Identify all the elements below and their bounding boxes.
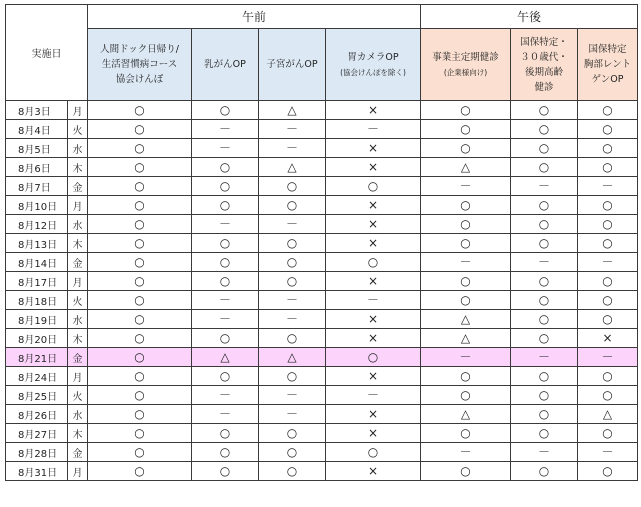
availability-cell: ○ xyxy=(88,348,192,367)
availability-cell: ○ xyxy=(88,462,192,481)
availability-cell: － xyxy=(578,443,638,462)
table-row xyxy=(6,310,638,329)
date-cell: 8月27日 xyxy=(6,424,68,443)
availability-cell: ○ xyxy=(259,443,326,462)
weekday-cell: 月 xyxy=(68,272,88,291)
availability-cell: ○ xyxy=(88,101,192,120)
schedule-table xyxy=(5,4,638,481)
weekday-cell: 水 xyxy=(68,215,88,234)
column-header-line: ゲンOP xyxy=(591,74,624,85)
availability-cell: ○ xyxy=(578,101,638,120)
availability-cell: ○ xyxy=(192,101,259,120)
date-cell: 8月31日 xyxy=(6,462,68,481)
availability-cell: ○ xyxy=(192,272,259,291)
availability-cell: － xyxy=(326,120,421,139)
weekday-cell: 金 xyxy=(68,177,88,196)
availability-cell: △ xyxy=(421,310,511,329)
table-row xyxy=(6,196,638,215)
weekday-cell: 木 xyxy=(68,158,88,177)
availability-cell: ○ xyxy=(421,196,511,215)
date-cell: 8月4日 xyxy=(6,120,68,139)
availability-cell: － xyxy=(578,348,638,367)
availability-cell: ○ xyxy=(511,424,578,443)
table-row xyxy=(6,329,638,348)
availability-cell: － xyxy=(511,253,578,272)
availability-cell: × xyxy=(326,424,421,443)
column-header-line: (企業様向け) xyxy=(443,67,488,77)
availability-cell: ○ xyxy=(511,386,578,405)
table-row xyxy=(6,158,638,177)
availability-cell: ○ xyxy=(511,158,578,177)
column-header-line: 国保特定・ xyxy=(520,36,568,48)
availability-cell: ○ xyxy=(259,424,326,443)
availability-cell: ○ xyxy=(421,462,511,481)
availability-cell: ○ xyxy=(511,196,578,215)
availability-cell: ○ xyxy=(578,120,638,139)
column-header xyxy=(88,29,192,101)
date-cell: 8月12日 xyxy=(6,215,68,234)
day-header: 実施日 xyxy=(6,5,88,101)
availability-cell: － xyxy=(421,177,511,196)
availability-cell: ○ xyxy=(511,462,578,481)
availability-cell: － xyxy=(326,291,421,310)
availability-cell: ○ xyxy=(511,405,578,424)
availability-cell: － xyxy=(259,139,326,158)
availability-cell: ○ xyxy=(578,310,638,329)
column-header-line: (協会けんぽを除く) xyxy=(340,67,406,77)
table-header xyxy=(6,5,638,101)
availability-cell: × xyxy=(326,234,421,253)
availability-cell: ○ xyxy=(421,234,511,253)
weekday-cell: 木 xyxy=(68,234,88,253)
availability-cell: × xyxy=(326,272,421,291)
availability-cell: ○ xyxy=(88,405,192,424)
availability-cell: ○ xyxy=(259,367,326,386)
column-header-line: 乳がんOP xyxy=(204,59,246,70)
date-cell: 8月21日 xyxy=(6,348,68,367)
weekday-cell: 月 xyxy=(68,367,88,386)
availability-cell: ○ xyxy=(88,310,192,329)
availability-cell: △ xyxy=(578,405,638,424)
availability-cell: ○ xyxy=(192,234,259,253)
date-cell: 8月24日 xyxy=(6,367,68,386)
column-header-line: 国保特定 xyxy=(588,44,627,55)
availability-cell: － xyxy=(421,443,511,462)
availability-cell: ○ xyxy=(192,177,259,196)
column-header-line: 子宮がんOP xyxy=(266,59,318,70)
table-row xyxy=(6,291,638,310)
availability-cell: － xyxy=(192,139,259,158)
date-cell: 8月5日 xyxy=(6,139,68,158)
availability-cell: ○ xyxy=(88,215,192,234)
availability-cell: ○ xyxy=(511,101,578,120)
availability-cell: × xyxy=(326,158,421,177)
availability-cell: ○ xyxy=(88,272,192,291)
availability-cell: ○ xyxy=(88,253,192,272)
table-row xyxy=(6,177,638,196)
availability-cell: ○ xyxy=(259,196,326,215)
availability-cell: × xyxy=(326,196,421,215)
column-header xyxy=(192,29,259,101)
availability-cell: ○ xyxy=(578,234,638,253)
availability-cell: × xyxy=(326,101,421,120)
availability-cell: ○ xyxy=(511,139,578,158)
table-row xyxy=(6,386,638,405)
availability-cell: ○ xyxy=(578,196,638,215)
availability-cell: ○ xyxy=(578,158,638,177)
availability-cell: ○ xyxy=(88,367,192,386)
availability-cell: ○ xyxy=(88,424,192,443)
availability-cell: ○ xyxy=(88,386,192,405)
date-cell: 8月6日 xyxy=(6,158,68,177)
date-cell: 8月20日 xyxy=(6,329,68,348)
availability-cell: － xyxy=(192,405,259,424)
availability-cell: ○ xyxy=(326,348,421,367)
date-cell: 8月3日 xyxy=(6,101,68,120)
availability-cell: － xyxy=(259,291,326,310)
date-cell: 8月10日 xyxy=(6,196,68,215)
column-header-line: 生活習慣病コース xyxy=(101,59,178,70)
weekday-cell: 月 xyxy=(68,462,88,481)
table-row xyxy=(6,405,638,424)
weekday-cell: 火 xyxy=(68,120,88,139)
availability-cell: ○ xyxy=(511,215,578,234)
column-header-line: ３０歳代・ xyxy=(520,51,568,63)
availability-cell: － xyxy=(192,386,259,405)
availability-cell: ○ xyxy=(511,120,578,139)
availability-cell: ○ xyxy=(88,234,192,253)
table-row xyxy=(6,234,638,253)
availability-cell: － xyxy=(578,177,638,196)
weekday-cell: 金 xyxy=(68,348,88,367)
availability-cell: ○ xyxy=(259,329,326,348)
table-row xyxy=(6,120,638,139)
weekday-cell: 月 xyxy=(68,196,88,215)
availability-cell: ○ xyxy=(88,443,192,462)
date-cell: 8月19日 xyxy=(6,310,68,329)
availability-cell: ○ xyxy=(578,272,638,291)
availability-cell: ○ xyxy=(192,329,259,348)
weekday-cell: 木 xyxy=(68,329,88,348)
availability-cell: ○ xyxy=(259,177,326,196)
availability-cell: ○ xyxy=(511,272,578,291)
availability-cell: ○ xyxy=(88,177,192,196)
availability-cell: － xyxy=(259,386,326,405)
availability-cell: － xyxy=(511,348,578,367)
date-cell: 8月7日 xyxy=(6,177,68,196)
availability-cell: － xyxy=(192,291,259,310)
availability-cell: ○ xyxy=(326,253,421,272)
availability-cell: ○ xyxy=(511,234,578,253)
availability-cell: ○ xyxy=(326,177,421,196)
weekday-cell: 水 xyxy=(68,405,88,424)
availability-cell: － xyxy=(326,386,421,405)
availability-cell: △ xyxy=(421,329,511,348)
availability-cell: △ xyxy=(259,348,326,367)
table-row xyxy=(6,253,638,272)
availability-cell: ○ xyxy=(511,291,578,310)
column-header-line: 人間ドック日帰り/ xyxy=(100,44,179,55)
weekday-cell: 水 xyxy=(68,310,88,329)
column-header xyxy=(259,29,326,101)
table-row xyxy=(6,139,638,158)
availability-cell: ○ xyxy=(259,253,326,272)
availability-cell: ○ xyxy=(88,139,192,158)
weekday-cell: 水 xyxy=(68,139,88,158)
availability-cell: ○ xyxy=(88,120,192,139)
weekday-cell: 金 xyxy=(68,443,88,462)
weekday-cell: 火 xyxy=(68,386,88,405)
availability-cell: ○ xyxy=(88,196,192,215)
date-cell: 8月28日 xyxy=(6,443,68,462)
table-row xyxy=(6,215,638,234)
availability-cell: × xyxy=(326,215,421,234)
availability-cell: ○ xyxy=(326,443,421,462)
availability-cell: ○ xyxy=(421,367,511,386)
availability-cell: － xyxy=(259,120,326,139)
availability-cell: ○ xyxy=(259,234,326,253)
table-row xyxy=(6,424,638,443)
availability-cell: × xyxy=(326,310,421,329)
availability-cell: △ xyxy=(192,348,259,367)
availability-cell: △ xyxy=(259,101,326,120)
availability-cell: ○ xyxy=(578,462,638,481)
availability-cell: － xyxy=(192,215,259,234)
weekday-cell: 火 xyxy=(68,291,88,310)
availability-cell: ○ xyxy=(578,386,638,405)
availability-cell: △ xyxy=(259,158,326,177)
availability-cell: － xyxy=(511,177,578,196)
column-header xyxy=(326,29,421,101)
availability-cell: ○ xyxy=(421,291,511,310)
availability-cell: × xyxy=(326,139,421,158)
availability-cell: ○ xyxy=(192,424,259,443)
availability-cell: ○ xyxy=(88,291,192,310)
availability-cell: － xyxy=(192,310,259,329)
column-header-line: 胃カメラOP xyxy=(347,51,399,63)
weekday-cell: 木 xyxy=(68,424,88,443)
column-header-line: 胸部レント xyxy=(583,59,632,70)
date-cell: 8月26日 xyxy=(6,405,68,424)
table-row xyxy=(6,101,638,120)
availability-cell: △ xyxy=(421,158,511,177)
availability-cell: ○ xyxy=(421,120,511,139)
schedule-table-container xyxy=(5,4,638,481)
availability-cell: ○ xyxy=(192,367,259,386)
weekday-cell: 月 xyxy=(68,101,88,120)
table-row xyxy=(6,367,638,386)
availability-cell: ○ xyxy=(259,272,326,291)
column-header-line: 事業主定期健診 xyxy=(432,51,499,63)
availability-cell: ○ xyxy=(421,272,511,291)
availability-cell: × xyxy=(578,329,638,348)
availability-cell: ○ xyxy=(578,424,638,443)
table-row xyxy=(6,462,638,481)
weekday-cell: 金 xyxy=(68,253,88,272)
availability-cell: ○ xyxy=(511,310,578,329)
column-header-line: 協会けんぽ xyxy=(115,74,164,85)
column-header-line: 健診 xyxy=(534,81,554,93)
availability-cell: ○ xyxy=(192,462,259,481)
pm-header: 午後 xyxy=(421,5,638,29)
availability-cell: ○ xyxy=(421,139,511,158)
availability-cell: × xyxy=(326,462,421,481)
column-header xyxy=(421,29,511,101)
table-row xyxy=(6,272,638,291)
availability-cell: ○ xyxy=(511,367,578,386)
table-row xyxy=(6,443,638,462)
availability-cell: ○ xyxy=(421,424,511,443)
availability-cell: ○ xyxy=(421,215,511,234)
availability-cell: ○ xyxy=(192,158,259,177)
table-body xyxy=(6,101,638,481)
availability-cell: ○ xyxy=(259,462,326,481)
availability-cell: ○ xyxy=(192,253,259,272)
availability-cell: ○ xyxy=(578,215,638,234)
availability-cell: ○ xyxy=(578,291,638,310)
availability-cell: － xyxy=(421,348,511,367)
am-header: 午前 xyxy=(88,5,421,29)
column-header xyxy=(578,29,638,101)
date-cell: 8月25日 xyxy=(6,386,68,405)
availability-cell: － xyxy=(578,253,638,272)
availability-cell: ○ xyxy=(578,367,638,386)
availability-cell: － xyxy=(259,405,326,424)
availability-cell: ○ xyxy=(192,196,259,215)
availability-cell: × xyxy=(326,367,421,386)
date-cell: 8月18日 xyxy=(6,291,68,310)
availability-cell: － xyxy=(511,443,578,462)
availability-cell: △ xyxy=(421,405,511,424)
column-header-line: 後期高齢 xyxy=(524,66,563,78)
availability-cell: － xyxy=(259,310,326,329)
availability-cell: ○ xyxy=(192,443,259,462)
date-cell: 8月17日 xyxy=(6,272,68,291)
date-cell: 8月14日 xyxy=(6,253,68,272)
availability-cell: － xyxy=(421,253,511,272)
availability-cell: ○ xyxy=(578,139,638,158)
table-row xyxy=(6,348,638,367)
date-cell: 8月13日 xyxy=(6,234,68,253)
availability-cell: － xyxy=(192,120,259,139)
column-header xyxy=(511,29,578,101)
availability-cell: ○ xyxy=(421,101,511,120)
availability-cell: ○ xyxy=(88,329,192,348)
availability-cell: － xyxy=(259,215,326,234)
availability-cell: ○ xyxy=(421,386,511,405)
availability-cell: ○ xyxy=(88,158,192,177)
availability-cell: ○ xyxy=(511,329,578,348)
availability-cell: × xyxy=(326,405,421,424)
availability-cell: × xyxy=(326,329,421,348)
